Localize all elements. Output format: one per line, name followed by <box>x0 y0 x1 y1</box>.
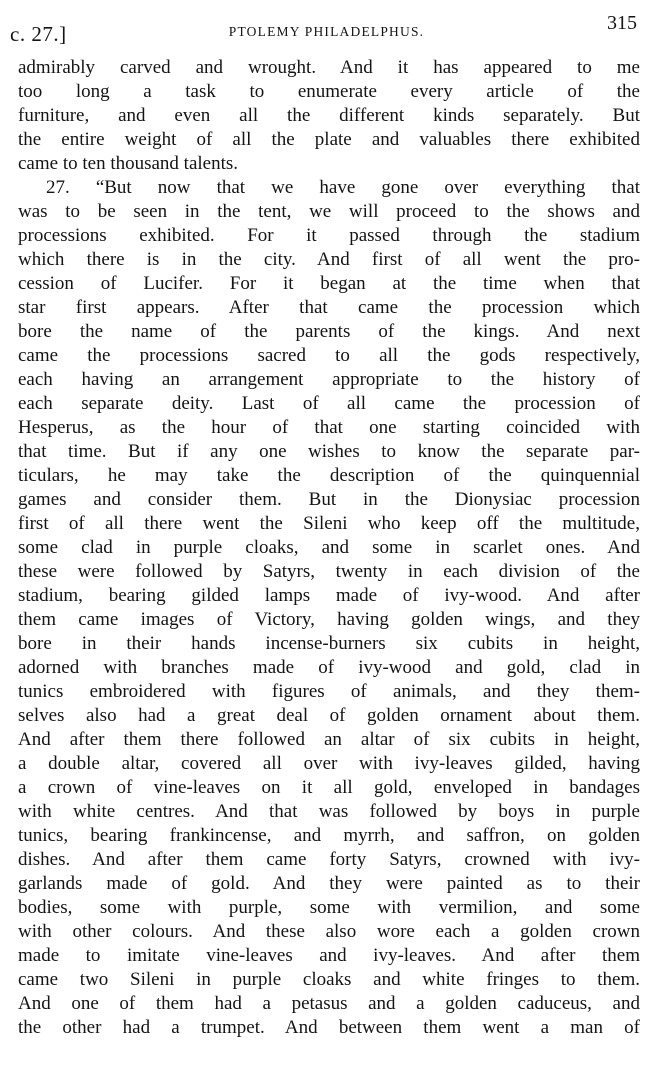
chapter-reference: c. 27.] <box>10 22 67 46</box>
text-line: furniture, and even all the different kinds separately. But <box>18 105 640 126</box>
text-line: them came images of Victory, having golden wings, and they <box>18 609 640 630</box>
text-line: tunics embroidered with figures of animals, and they them- <box>18 681 640 702</box>
text-line: And one of them had a petasus and a golden caduceus, and <box>18 993 640 1014</box>
text-line: with white centres. And that was followed by boys in purple <box>18 801 640 822</box>
text-line: Hesperus, as the hour of that one starting coincided with <box>18 417 640 438</box>
text-line: each having an arrangement appropriate to the history of <box>18 369 640 390</box>
text-line: ticulars, he may take the description of the quinquennial <box>18 465 640 486</box>
text-line: dishes. And after them came forty Satyrs, crowned with ivy- <box>18 849 640 870</box>
text-line: processions exhibited. For it passed through the stadium <box>18 225 640 246</box>
text-line: tunics, bearing frankincense, and myrrh, and saffron, on golden <box>18 825 640 846</box>
text-line: came the processions sacred to all the gods respectively, <box>18 345 640 366</box>
text-line: which there is in the city. And first of all went the pro- <box>18 249 640 270</box>
text-line: made to imitate vine-leaves and ivy-leaves. And after them <box>18 945 640 966</box>
text-line: the other had a trumpet. And between them went a man of <box>18 1017 640 1038</box>
text-line: these were followed by Satyrs, twenty in each division of the <box>18 561 640 582</box>
text-line: star first appears. After that came the procession which <box>18 297 640 318</box>
text-line: bore the name of the parents of the kings. And next <box>18 321 640 342</box>
page-number: 315 <box>607 12 637 34</box>
text-line: bodies, some with purple, some with vermilion, and some <box>18 897 640 918</box>
paragraph-start-line: 27. “But now that we have gone over everything that <box>46 177 640 198</box>
text-line: came two Sileni in purple cloaks and white fringes to them. <box>18 969 640 990</box>
text-line: that time. But if any one wishes to know the separate par- <box>18 441 640 462</box>
text-line: too long a task to enumerate every article of the <box>18 81 640 102</box>
text-line: stadium, bearing gilded lamps made of ivy-wood. And after <box>18 585 640 606</box>
text-line: cession of Lucifer. For it began at the time when that <box>18 273 640 294</box>
text-line: games and consider them. But in the Dionysiac procession <box>18 489 640 510</box>
running-title: PTOLEMY PHILADELPHUS. <box>228 24 425 39</box>
body-text <box>18 56 640 1040</box>
text-line: selves also had a great deal of golden ornament about them. <box>18 705 640 726</box>
text-line: a double altar, covered all over with ivy-leaves gilded, having <box>18 753 640 774</box>
text-line: bore in their hands incense-burners six cubits in height, <box>18 633 640 654</box>
text-line: And after them there followed an altar of six cubits in height, <box>18 729 640 750</box>
text-line: came to ten thousand talents. <box>18 153 239 174</box>
running-head <box>0 0 653 50</box>
text-line: adorned with branches made of ivy-wood and gold, clad in <box>18 657 640 678</box>
text-line: garlands made of gold. And they were painted as to their <box>18 873 640 894</box>
text-line: first of all there went the Sileni who keep off the multitude, <box>18 513 640 534</box>
text-line: the entire weight of all the plate and valuables there exhibited <box>18 129 640 150</box>
text-line: some clad in purple cloaks, and some in scarlet ones. And <box>18 537 640 558</box>
text-line: each separate deity. Last of all came the procession of <box>18 393 640 414</box>
text-line: a crown of vine-leaves on it all gold, enveloped in bandages <box>18 777 640 798</box>
text-line: with other colours. And these also wore each a golden crown <box>18 921 640 942</box>
text-line: was to be seen in the tent, we will proceed to the shows and <box>18 201 640 222</box>
text-line: admirably carved and wrought. And it has appeared to me <box>18 57 640 78</box>
